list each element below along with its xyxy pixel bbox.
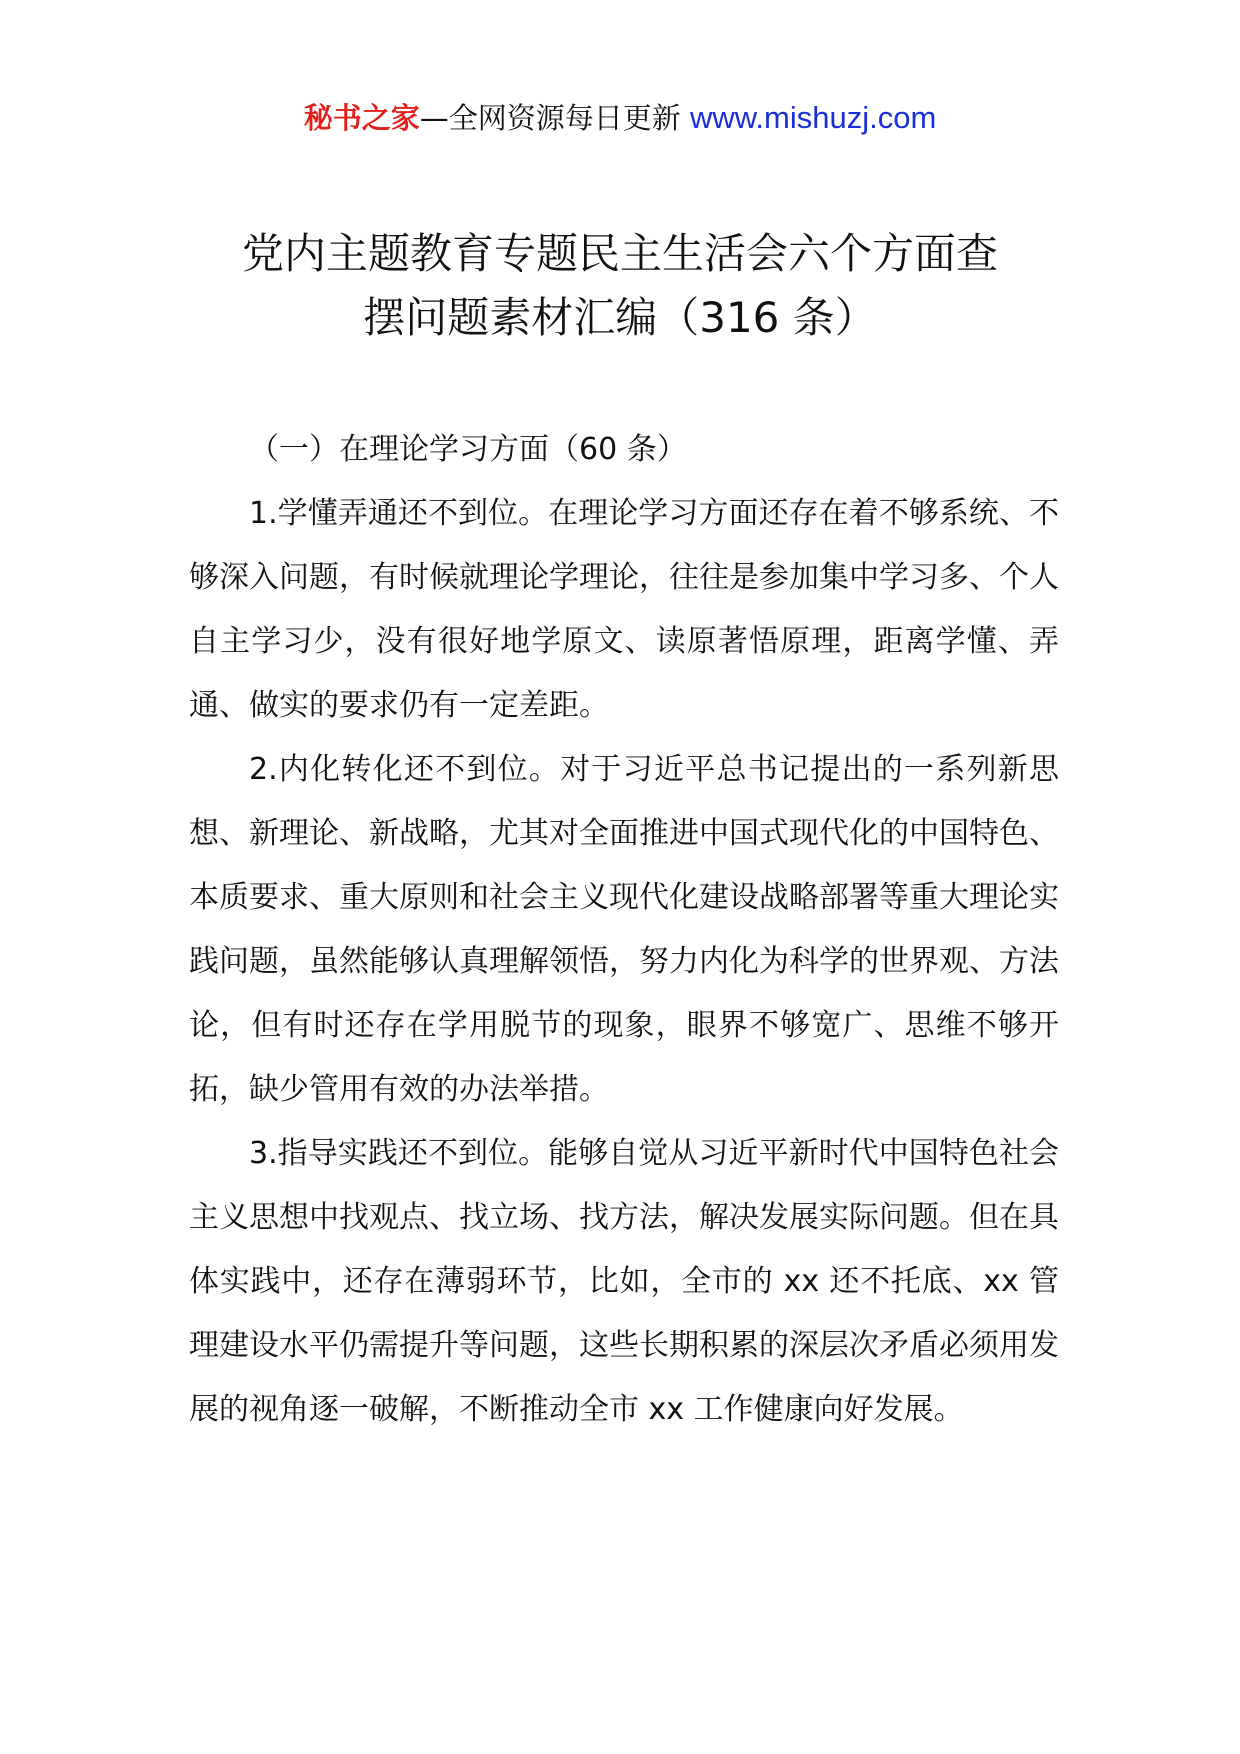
document-body	[189, 418, 1059, 1442]
section-heading: （一）在理论学习方面（60 条）	[249, 432, 687, 467]
header-slogan: —全网资源每日更新	[419, 101, 681, 135]
brand-name: 秘书之家	[303, 101, 420, 135]
site-url-link[interactable]: www.mishuzj.com	[689, 100, 937, 135]
title-line-2: 摆问题素材汇编（316 条）	[363, 293, 877, 342]
paragraph-2: 2.内化转化还不到位。对于习近平总书记提出的一系列新思想、新理论、新战略，尤其对全面推进中国式现代化的中国特色、本质要求、重大原则和社会主义现代化建设战略部署等重大理论实践问题，虽然能够认真理解领悟，努力内化为科学的世界观、方法论，但有时还存在学用脱节的现象，眼界不够宽广、思维不够开拓，缺少管用有效的办法举措。	[189, 752, 1059, 1107]
title-line-1: 党内主题教育专题民主生活会六个方面查	[241, 229, 998, 278]
paragraph-1: 1.学懂弄通还不到位。在理论学习方面还存在着不够系统、不够深入问题，有时候就理论学理论，往往是参加集中学习多、个人自主学习少，没有很好地学原文、读原著悟原理，距离学懂、弄通、做实的要求仍有一定差距。	[189, 496, 1059, 723]
document-title	[120, 222, 1120, 350]
site-header	[0, 98, 1240, 138]
paragraph-3: 3.指导实践还不到位。能够自觉从习近平新时代中国特色社会主义思想中找观点、找立场、找方法，解决发展实际问题。但在具体实践中，还存在薄弱环节，比如，全市的 xx 还不托底、xx 管理建设水平仍需提升等问题，这些长期积累的深层次矛盾必须用发展的视角逐一破解，不断推动全市 xx 工作健康向好发展。	[189, 1136, 1059, 1427]
